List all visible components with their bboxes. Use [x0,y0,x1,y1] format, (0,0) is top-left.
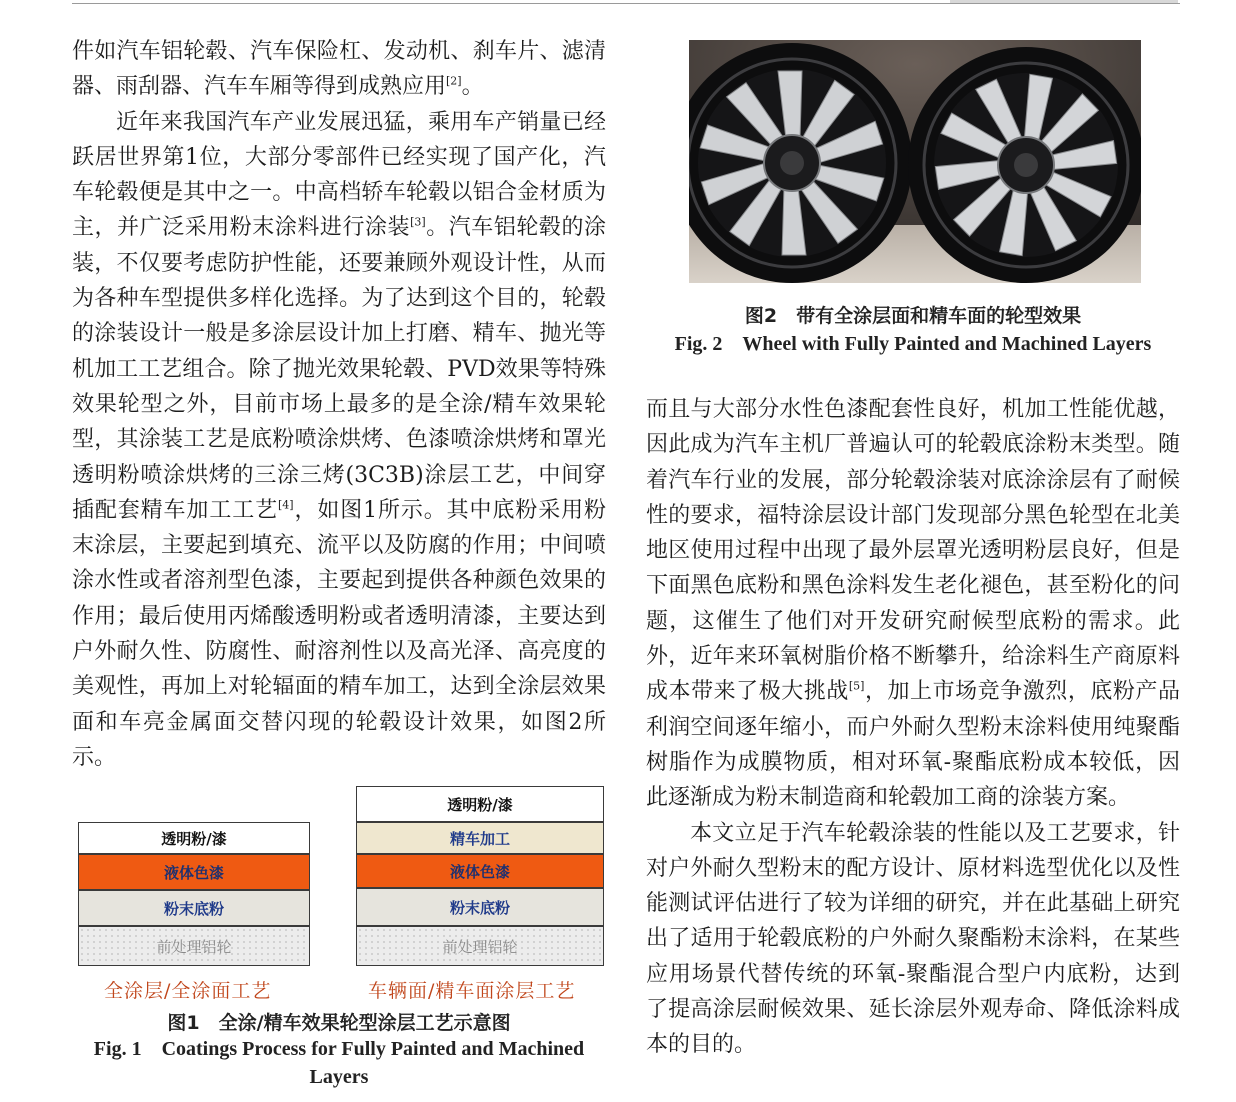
layer-machined: 精车加工 [356,822,604,854]
header-running-title-fragment [950,0,1178,3]
layer-clearcoat: 透明粉/漆 [356,786,604,822]
right-paragraph-2: 本文立足于汽车轮毂涂装的性能以及工艺要求，针对户外耐久型粉末的配方设计、原材料选型优化以及性能测试评估进行了较为详细的研究，并在此基础上研究出了适用于轮毂底粉的户外耐久聚酯粉末涂料，在某些应用场景代替传统的环氧-聚酯混合型户内底粉，达到了提高涂层耐候效果、延长涂层外观寿命、降低涂料成本的目的。 [646,820,1180,1058]
right-paragraph-1: 而且与大部分水性色漆配套性良好，机加工性能优越，因此成为汽车主机厂普遍认可的轮毂底涂粉末类型。随着汽车行业的发展，部分轮毂涂装对底涂涂层有了耐候性的要求，福特涂层设计部门发现部分黑色轮型在北美地区使用过程中出现了最外层罩光透明粉层良好，但是下面黑色底粉和黑色涂料发生老化褪色，甚至粉化的问题，这催生了他们对开发研究耐候型底粉的需求。此外，近年来环氧树脂价格不断攀升，给涂料生产商原料成本带来了极大挑战[5]，加上市场竞争激烈，底粉产品利润空间逐年缩小，而户外耐久型粉末涂料使用纯聚酯树脂作为成膜物质，相对环氧-聚酯底粉成本较低，因此逐渐成为粉末制造商和轮毂加工商的涂装方案。 [646,397,1180,811]
left-paragraph-1: 件如汽车铝轮毂、汽车保险杠、发动机、刹车片、滤清器、雨刮器、汽车车厢等得到成熟应用[2]。 [72,39,606,100]
figure2-caption-en: Fig. 2 Wheel with Fully Painted and Machined Layers [674,333,1152,355]
left-layer-stack [78,822,310,966]
figure1-caption-en: Fig. 1 Coatings Process for Fully Painted and Machined Layers [93,1038,585,1088]
citation: [5] [848,680,865,694]
figure1-diagram [76,786,606,1006]
citation: [3] [410,216,426,230]
right-column [646,392,1180,1063]
layer-clearcoat: 透明粉/漆 [78,822,310,854]
layer-powder-primer: 粉末底粉 [78,890,310,926]
left-column [72,34,606,775]
right-layer-stack [356,786,604,966]
citation: [2] [446,74,462,88]
figure2-caption-cn: 图2 带有全涂层面和精车面的轮型效果 [744,305,1082,327]
wheel-photo [689,40,1141,283]
figure1-caption-cn: 图1 全涂/精车效果轮型涂层工艺示意图 [167,1012,511,1034]
layer-liquid-paint: 液体色漆 [78,854,310,890]
header-rule [72,3,1180,4]
left-paragraph-2: 近年来我国汽车产业发展迅猛，乘用车产销量已经跃居世界第1位，大部分零部件已经实现了国产化，汽车轮毂便是其中之一。中高档轿车轮毂以铝合金材质为主，并广泛采用粉末涂料进行涂装[3]。汽车铝轮毂的涂装，不仅要考虑防护性能，还要兼顾外观设计性，从而为各种车型提供多样化选择。为了达到这个目的，轮毂的涂装设计一般是多涂层设计加上打磨、精车、抛光等机加工工艺组合。除了抛光效果轮毂、PVD效果等特殊效果轮型之外，目前市场上最多的是全涂/精车效果轮型，其涂装工艺是底粉喷涂烘烤、色漆喷涂烘烤和罩光透明粉喷涂烘烤的三涂三烤(3C3B)涂层工艺，中间穿插配套精车加工工艺[4]，如图1所示。其中底粉采用粉末涂层，主要起到填充、流平以及防腐的作用；中间喷涂水性或者溶剂型色漆，主要起到提供各种颜色效果的作用；最后使用丙烯酸透明粉或者透明清漆，主要达到户外耐久性、防腐性、耐溶剂性以及高光泽、高亮度的美观性，再加上对轮辐面的精车加工，达到全涂层效果面和车亮金属面交替闪现的轮毂设计效果，如图2所示。 [72,109,606,770]
layer-powder-primer: 粉末底粉 [356,888,604,926]
right-stack-label: 车辆面/精车面涂层工艺 [368,980,576,1002]
layer-pretreated-aluminum: 前处理铝轮 [78,926,310,966]
layer-pretreated-aluminum: 前处理铝轮 [356,926,604,966]
citation: [4] [277,498,294,512]
layer-liquid-paint: 液体色漆 [356,854,604,888]
left-stack-label: 全涂层/全涂面工艺 [104,980,272,1002]
